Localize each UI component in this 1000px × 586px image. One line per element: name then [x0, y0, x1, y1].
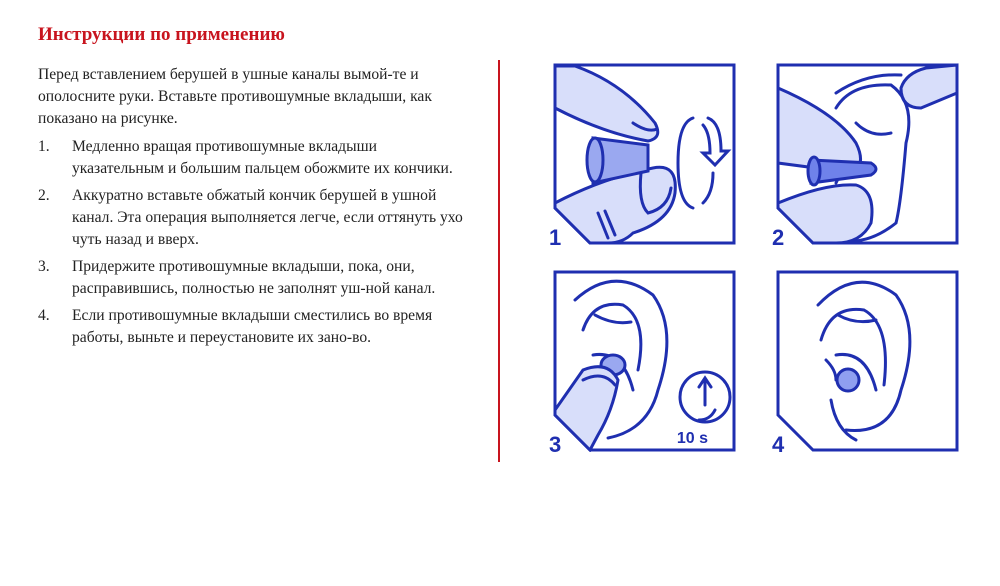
- step-text: Если противошумные вкладыши сместились во время работы, выньте и переустановите их зано-во.: [72, 307, 433, 346]
- ear-icon: [818, 282, 910, 440]
- figure-number: 4: [772, 432, 785, 457]
- timer-label: 10 s: [676, 430, 708, 447]
- list-item: [38, 185, 463, 251]
- intro-paragraph: Перед вставлением берушей в ушные каналы вымой-те и ополосните руки. Вставьте противошумные вкладыши, как показано на рисунке.: [38, 66, 432, 127]
- divider-line: [498, 60, 500, 462]
- step-text: Аккуратно вставьте обжатый кончик берушей в ушной канал. Эта операция выполняется легче, если оттянуть ухо чуть назад и вверх.: [72, 187, 463, 248]
- page-title: Инструкции по применению: [38, 24, 285, 45]
- steps-list: [38, 136, 463, 354]
- list-item: [38, 256, 463, 300]
- list-item: [38, 305, 463, 349]
- step-number: 3.: [38, 258, 50, 275]
- figure-inserted-earplug: [772, 270, 959, 457]
- step-text: Придержите противошумные вкладыши, пока, они, расправившись, полностью не заполнят уш-ной канал.: [72, 258, 436, 297]
- thumb-icon: [778, 185, 872, 243]
- figure-compress-earplug: [549, 63, 736, 250]
- earplug-icon: [837, 369, 859, 391]
- step-text: Медленно вращая противошумные вкладыши указательным и большим пальцем обожмите их кончики.: [72, 138, 453, 177]
- figure-insert-earplug: [772, 63, 959, 250]
- rotate-arrow-icon: [678, 118, 728, 208]
- step-number: 2.: [38, 187, 50, 204]
- figure-number: 1: [549, 225, 562, 250]
- step-number: 1.: [38, 138, 50, 155]
- figure-hold-earplug: [549, 270, 736, 457]
- step-number: 4.: [38, 307, 50, 324]
- figure-number: 3: [549, 432, 562, 457]
- list-item: [38, 136, 463, 180]
- index-finger-icon: [555, 66, 658, 141]
- figure-number: 2: [772, 225, 785, 250]
